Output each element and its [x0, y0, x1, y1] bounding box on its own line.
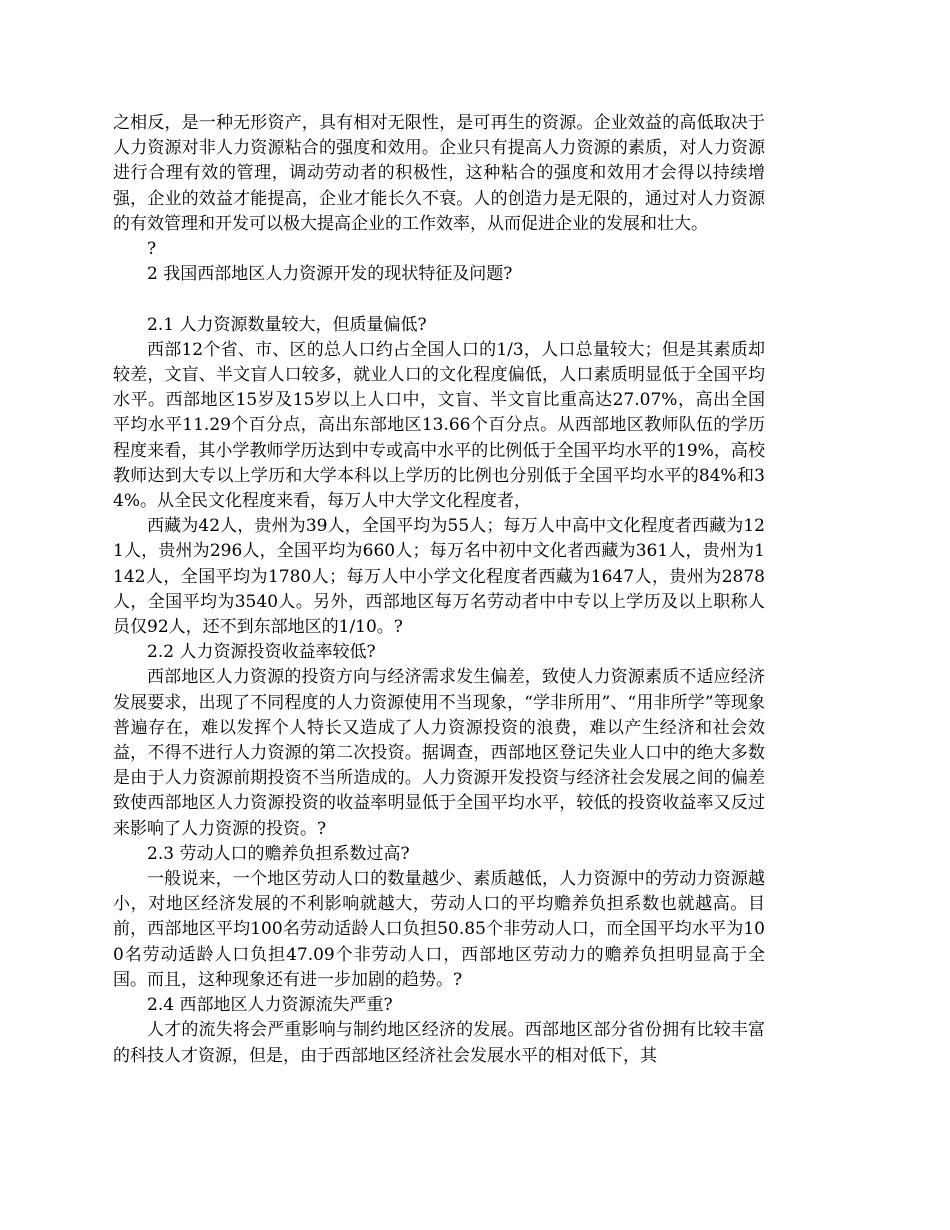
section-heading-2: 2 我国西部地区人力资源开发的现状特征及问题? [147, 264, 513, 285]
paragraph-2-1-a: 西部12个省、市、区的总人口约占全国人口的1/3，人口总量较大；但是其素质却较差，文盲、半文盲人口较多，就业人口的文化程度偏低，人口素质明显低于全国平均水平。西部地区15岁及15岁以上人口中，文盲、半文盲比重高达27.07%，高出全国平均水平11.29个百分点，高出东部地区13.66个百分点。从西部地区教师队伍的学历程度来看，其小学教师学历达到中专或高中水平的比例低于全国平均水平的19%，高校教师达到大专以上学历和大学本科以上学历的比例也分别低于全国平均水平的84%和34%。从全民文化程度来看，每万人中大学文化程度者， [113, 339, 765, 512]
paragraph-2-3: 一般说来，一个地区劳动人口的数量越少、素质越低，人力资源中的劳动力资源越小，对地区经济发展的不利影响就越大，劳动人口的平均赡养负担系数也就越高。目前，西部地区平均100名劳动适龄人口负担50.85个非劳动人口，而全国平均水平为100名劳动适龄人口负担47.09个非劳动人口，西部地区劳动力的赡养负担明显高于全国。而且，这种现象还有进一步加剧的趋势。? [113, 869, 765, 990]
stray-question-mark: ? [147, 239, 157, 260]
paragraph-2-2: 西部地区人力资源的投资方向与经济需求发生偏差，致使人力资源素质不适应经济发展要求，出现了不同程度的人力资源使用不当现象，“学非所用”、“用非所学”等现象普遍存在，难以发挥个人特长又造成了人力资源投资的浪费，难以产生经济和社会效益，不得不进行人力资源的第二次投资。据调查，西部地区登记失业人口中的绝大多数是由于人力资源前期投资不当所造成的。人力资源开发投资与经济社会发展之间的偏差致使西部地区人力资源投资的收益率明显低于全国平均水平，较低的投资收益率又反过来影响了人力资源的投资。? [113, 667, 765, 839]
paragraph-2-4: 人才的流失将会严重影响与制约地区经济的发展。西部地区部分省份拥有比较丰富的科技人才资源，但是，由于西部地区经济社会发展水平的相对低下，其 [113, 1020, 765, 1066]
paragraph-intro: 之相反，是一种无形资产，具有相对无限性，是可再生的资源。企业效益的高低取决于人力资源对非人力资源粘合的强度和效用。企业只有提高人力资源的素质，对人力资源进行合理有效的管理，调动劳动者的积极性，这种粘合的强度和效用才会得以持续增强，企业的效益才能提高，企业才能长久不衰。人的创造力是无限的，通过对人力资源的有效管理和开发可以极大提高企业的工作效率，从而促进企业的发展和壮大。 [113, 113, 765, 234]
subsection-heading-2-1: 2.1 人力资源数量较大，但质量偏低? [147, 314, 427, 335]
subsection-heading-2-2: 2.2 人力资源投资收益率较低? [147, 642, 376, 663]
subsection-heading-2-3: 2.3 劳动人口的赡养负担系数过高? [147, 843, 410, 864]
document-page [113, 111, 765, 1069]
paragraph-2-1-b: 西藏为42人，贵州为39人，全国平均为55人；每万人中高中文化程度者西藏为121人，贵州为296人，全国平均为660人；每万名中初中文化者西藏为361人，贵州为1142人，全国平均为1780人；每万人中小学文化程度者西藏为1647人，贵州为2878人，全国平均为3540人。另外，西部地区每万名劳动者中中专以上学历及以上职称人员仅92人，还不到东部地区的1/10。? [113, 516, 765, 638]
subsection-heading-2-4: 2.4 西部地区人力资源流失严重? [147, 995, 393, 1016]
blank-line [113, 287, 765, 312]
